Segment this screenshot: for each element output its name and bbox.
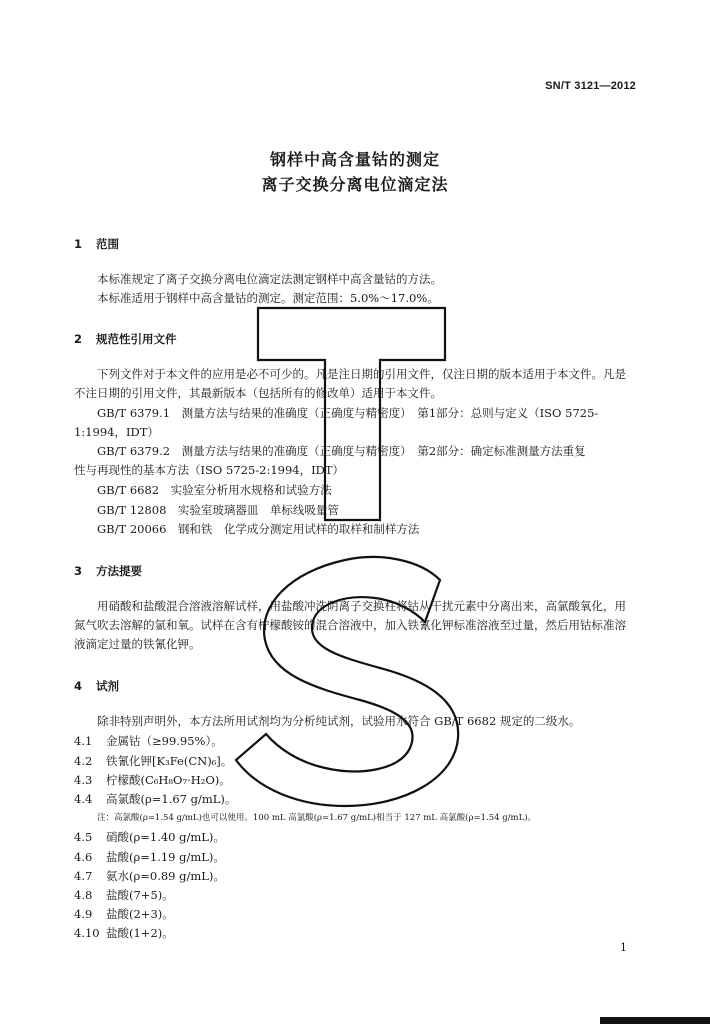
reference-gbt-6379-2-cont: 性与再现性的基本方法（ISO 5725-2:1994，IDT） [74, 463, 345, 477]
reagent-text: 氨水(ρ=0.89 g/mL)。 [106, 869, 225, 883]
reagent-text: 柠檬酸(C₆H₈O₇·H₂O)。 [106, 773, 231, 787]
reagent-number: 4.1 [74, 734, 93, 748]
reagent-text: 硝酸(ρ=1.40 g/mL)。 [106, 830, 225, 844]
reagent-item [74, 791, 236, 807]
section-2-intro: 下列文件对于本文件的应用是必不可少的。凡是注日期的引用文件，仅注日期的版本适用于本文件。凡是不注日期的引用文件，其最新版本（包括所有的修改单）适用于本文件。 [74, 367, 626, 400]
section-2-number: 2 [74, 332, 83, 346]
watermark-s-shape [236, 557, 458, 806]
reagent-number: 4.7 [74, 869, 93, 883]
reference-gbt-6682: GB/T 6682 实验室分析用水规格和试验方法 [97, 483, 332, 497]
standard-code: SN/T 3121—2012 [545, 80, 636, 92]
reference-gbt-12808: GB/T 12808 实验室玻璃器皿 单标线吸量管 [97, 503, 339, 517]
reagent-text: 盐酸(ρ=1.19 g/mL)。 [106, 850, 225, 864]
document-title-line1: 钢样中高含量钴的测定 [269, 150, 440, 169]
reagent-text: 盐酸(7+5)。 [106, 888, 174, 902]
scan-edge-bar [600, 1017, 710, 1024]
reagent-item [74, 753, 232, 769]
reagent-item [74, 733, 223, 749]
section-4-heading [74, 678, 119, 694]
reference-gbt-6379-1: GB/T 6379.1 测量方法与结果的准确度（正确度与精密度） 第1部分：总则与定义（ISO 5725- [97, 406, 599, 420]
reagent-item [74, 829, 225, 845]
reagent-note: 注：高氯酸(ρ=1.54 g/mL)也可以使用。100 mL 高氯酸(ρ=1.67 g/mL)相当于 127 mL 高氯酸(ρ=1.54 g/mL)。 [97, 813, 537, 823]
section-2-title: 规范性引用文件 [96, 332, 177, 346]
section-1-heading [74, 236, 119, 252]
section-4-intro: 除非特别声明外，本方法所用试剂均为分析纯试剂，试验用水符合 GB/T 6682 规定的二级水。 [97, 714, 581, 728]
section-1-paragraph-1: 本标准规定了离子交换分离电位滴定法测定钢样中高含量钴的方法。 [97, 272, 442, 286]
reagent-text: 盐酸(1+2)。 [106, 926, 174, 940]
reagent-number: 4.2 [74, 754, 93, 768]
reagent-text: 高氯酸(ρ=1.67 g/mL)。 [106, 792, 237, 806]
reagent-text: 盐酸(2+3)。 [106, 907, 174, 921]
reagent-number: 4.3 [74, 773, 93, 787]
reagent-item [74, 849, 225, 865]
reagent-number: 4.9 [74, 907, 93, 921]
section-3-title: 方法提要 [96, 564, 142, 578]
reference-gbt-6379-2: GB/T 6379.2 测量方法与结果的准确度（正确度与精密度） 第2部分：确定标准测量方法重复 [97, 444, 586, 458]
section-4-number: 4 [74, 679, 83, 693]
section-2-heading [74, 331, 177, 347]
reference-gbt-6379-1-cont: 1:1994，IDT） [74, 425, 159, 439]
reagent-number: 4.4 [74, 792, 93, 806]
reagent-item [74, 887, 174, 903]
section-1-paragraph-2: 本标准适用于钢样中高含量钴的测定。测定范围：5.0%～17.0%。 [97, 291, 439, 305]
document-title-line2: 离子交换分离电位滴定法 [261, 175, 449, 194]
section-3-text: 用硝酸和盐酸混合溶液溶解试样，用盐酸冲洗阴离子交换柱将钴从干扰元素中分离出来，高氯酸氧化，用氮气吹去溶解的氯和氧。试样在含有柠檬酸铵的混合溶液中，加入铁氰化钾标准溶液至过量，然后用钴标准溶液滴定过量的铁氰化钾。 [74, 599, 626, 651]
reagent-text: 铁氰化钾[K₃Fe(CN)₆]。 [106, 754, 233, 768]
reagent-number: 4.6 [74, 850, 93, 864]
section-1-title: 范围 [96, 237, 119, 251]
section-3-heading [74, 563, 142, 579]
reagent-item [74, 906, 174, 922]
reagent-number: 4.8 [74, 888, 93, 902]
section-3-number: 3 [74, 564, 83, 578]
reagent-item [74, 772, 231, 788]
reagent-number: 4.10 [74, 926, 100, 940]
reagent-item [74, 868, 225, 884]
reagent-text: 金属钴（≥99.95%）。 [106, 734, 223, 748]
reference-gbt-20066: GB/T 20066 钢和铁 化学成分测定用试样的取样和制样方法 [97, 522, 420, 536]
reagent-number: 4.5 [74, 830, 93, 844]
section-4-title: 试剂 [96, 679, 119, 693]
reagent-item [74, 925, 174, 941]
page-number: 1 [620, 941, 627, 954]
section-1-number: 1 [74, 237, 83, 251]
